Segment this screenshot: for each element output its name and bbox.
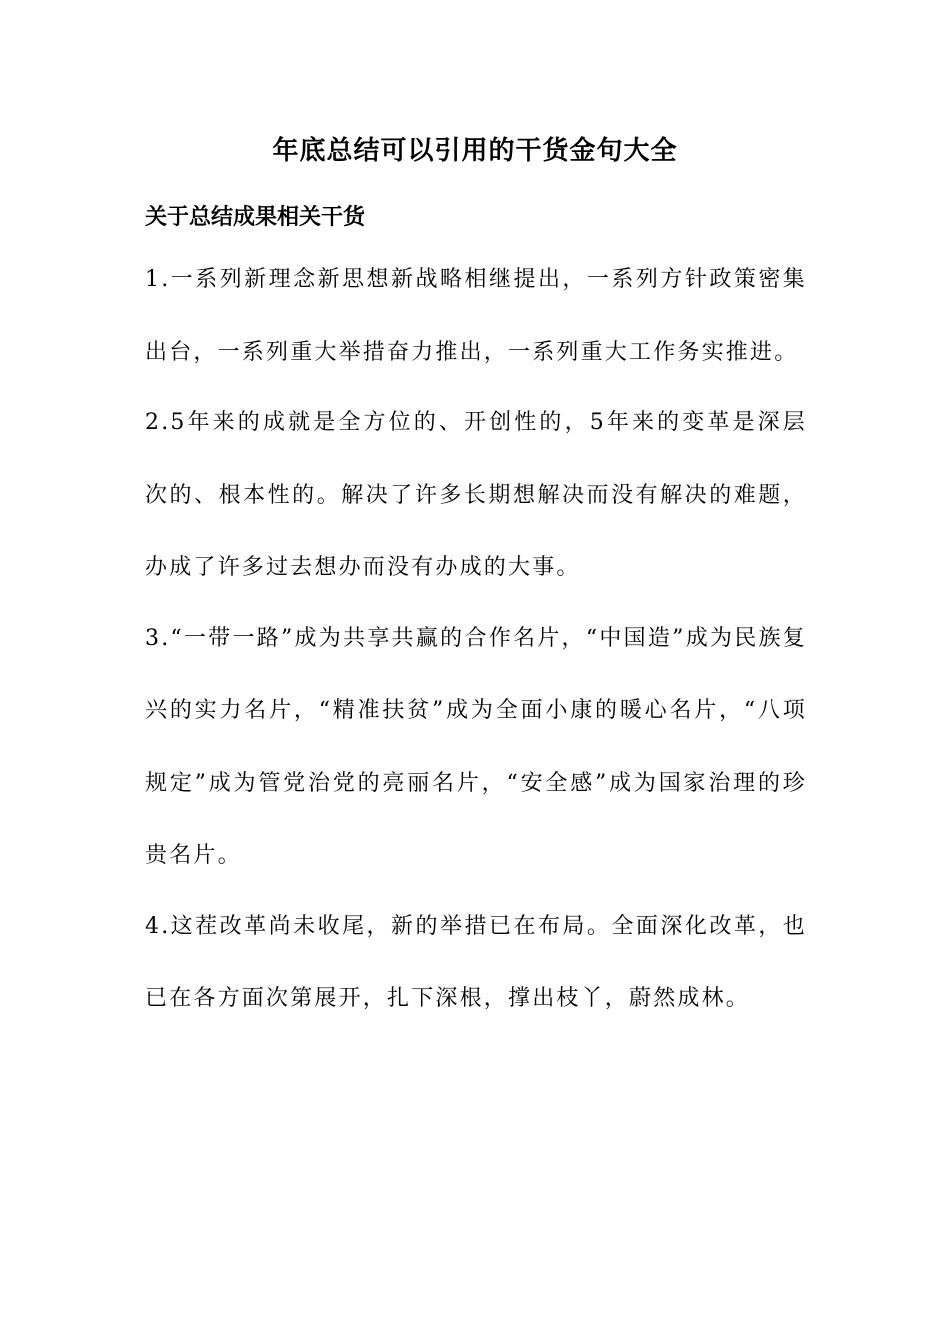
document-title: 年底总结可以引用的干货金句大全 xyxy=(272,136,678,166)
paragraph-1: 1.一系列新理念新思想新战略相继提出，一系列方针政策密集出台，一系列重大举措奋力推出，一系列重大工作务实推进。 xyxy=(145,267,807,365)
section-heading: 关于总结成果相关干货 xyxy=(145,205,366,230)
paragraph-3: 3.“一带一路”成为共享共赢的合作名片，“中国造”成为民族复兴的实力名片，“精准扶贫”成为全面小康的暖心名片，“八项规定”成为管党治党的亮丽名片，“安全感”成为国家治理的珍贵名片。 xyxy=(145,625,807,868)
paragraph-4: 4.这茬改革尚未收尾，新的举措已在布局。全面深化改革，也已在各方面次第展开，扎下深根，撑出枝丫，蔚然成林。 xyxy=(145,913,807,1011)
document-body xyxy=(145,244,807,1034)
paragraph-2: 2.5年来的成就是全方位的、开创性的，5年来的变革是深层次的、根本性的。解决了许多长期想解决而没有解决的难题，办成了许多过去想办而没有办成的大事。 xyxy=(145,410,807,580)
